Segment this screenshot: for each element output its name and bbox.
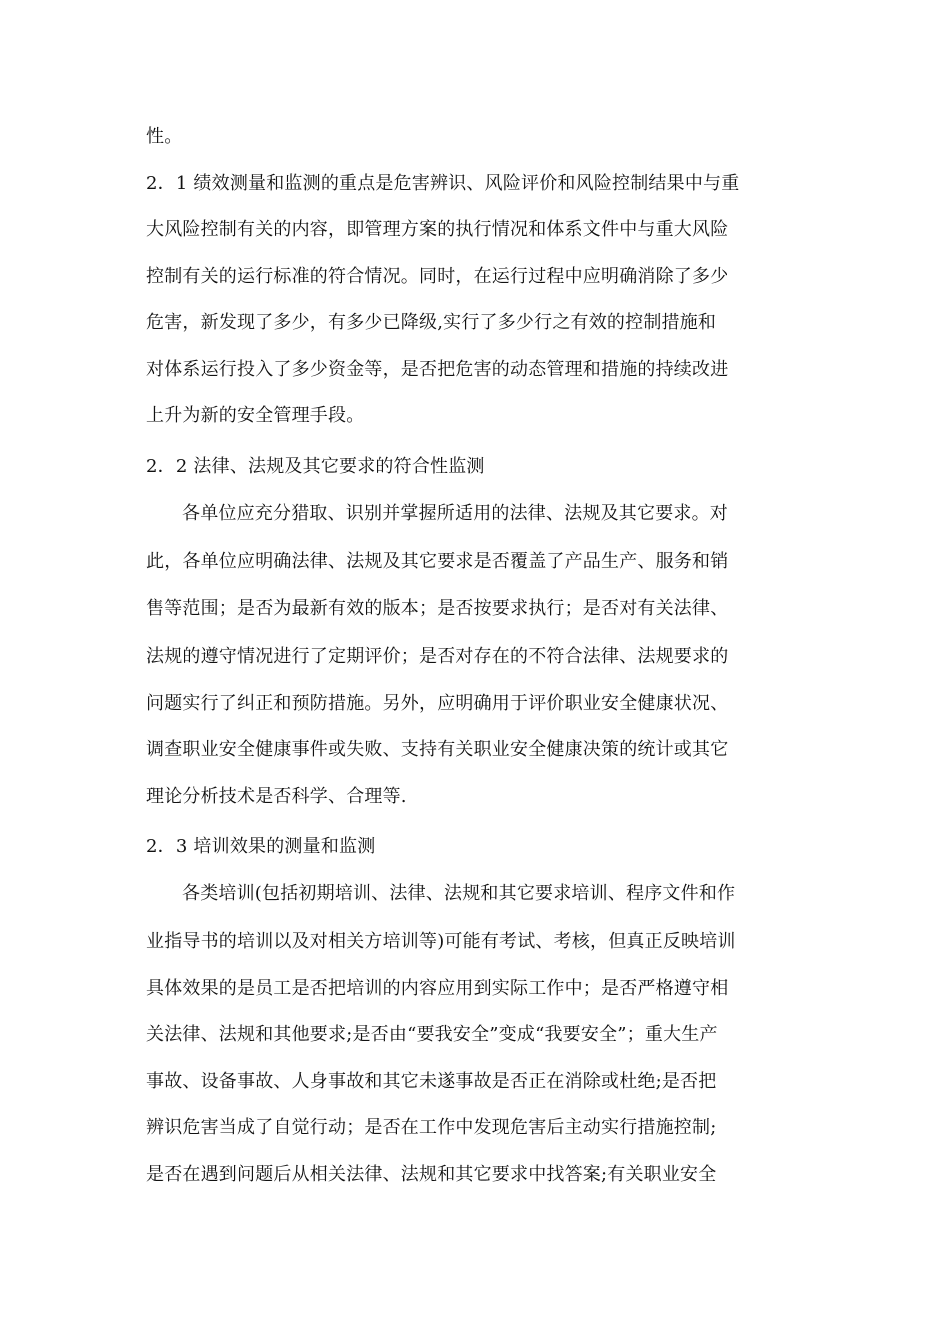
text-line-continuation: 性。 — [146, 126, 183, 147]
text-line-paragraph-start: 各类培训(包括初期培训、法律、法规和其它要求培训、程序文件和作 — [182, 883, 736, 904]
text-line: 是否在遇到问题后从相关法律、法规和其它要求中找答案;有关职业安全 — [146, 1164, 717, 1185]
text-line: 问题实行了纠正和预防措施。另外，应明确用于评价职业安全健康状况、 — [146, 693, 729, 714]
text-line: 理论分析技术是否科学、合理等. — [146, 786, 407, 807]
text-line: 危害，新发现了多少，有多少已降级,实行了多少行之有效的控制措施和 — [146, 312, 717, 333]
text-line: 事故、设备事故、人身事故和其它未遂事故是否正在消除或杜绝;是否把 — [146, 1071, 717, 1092]
text-line: 控制有关的运行标准的符合情况。同时，在运行过程中应明确消除了多少 — [146, 266, 729, 287]
text-line: 辨识危害当成了自觉行动；是否在工作中发现危害后主动实行措施控制; — [146, 1117, 717, 1138]
text-line: 业指导书的培训以及对相关方培训等)可能有考试、考核，但真正反映培训 — [146, 931, 736, 952]
text-line-paragraph-start: 各单位应充分猎取、识别并掌握所适用的法律、法规及其它要求。对 — [182, 503, 728, 524]
text-line: 大风险控制有关的内容，即管理方案的执行情况和体系文件中与重大风险 — [146, 219, 729, 240]
text-line: 调查职业安全健康事件或失败、支持有关职业安全健康决策的统计或其它 — [146, 739, 729, 760]
text-line: 售等范围；是否为最新有效的版本；是否按要求执行；是否对有关法律、 — [146, 598, 729, 619]
text-line: 具体效果的是员工是否把培训的内容应用到实际工作中；是否严格遵守相 — [146, 978, 729, 999]
text-line: 上升为新的安全管理手段。 — [146, 405, 365, 426]
text-line: 法规的遵守情况进行了定期评价；是否对存在的不符合法律、法规要求的 — [146, 646, 729, 667]
section-heading-2-3: 2．3 培训效果的测量和监测 — [146, 836, 376, 857]
text-line: 关法律、法规和其他要求;是否由“要我安全”变成“我要安全”；重大生产 — [146, 1024, 718, 1045]
text-line-section-2-1: 2．1 绩效测量和监测的重点是危害辨识、风险评价和风险控制结果中与重 — [146, 173, 740, 194]
section-heading-2-2: 2．2 法律、法规及其它要求的符合性监测 — [146, 456, 485, 477]
text-line: 此，各单位应明确法律、法规及其它要求是否覆盖了产品生产、服务和销 — [146, 551, 729, 572]
text-line: 对体系运行投入了多少资金等，是否把危害的动态管理和措施的持续改进 — [146, 359, 729, 380]
